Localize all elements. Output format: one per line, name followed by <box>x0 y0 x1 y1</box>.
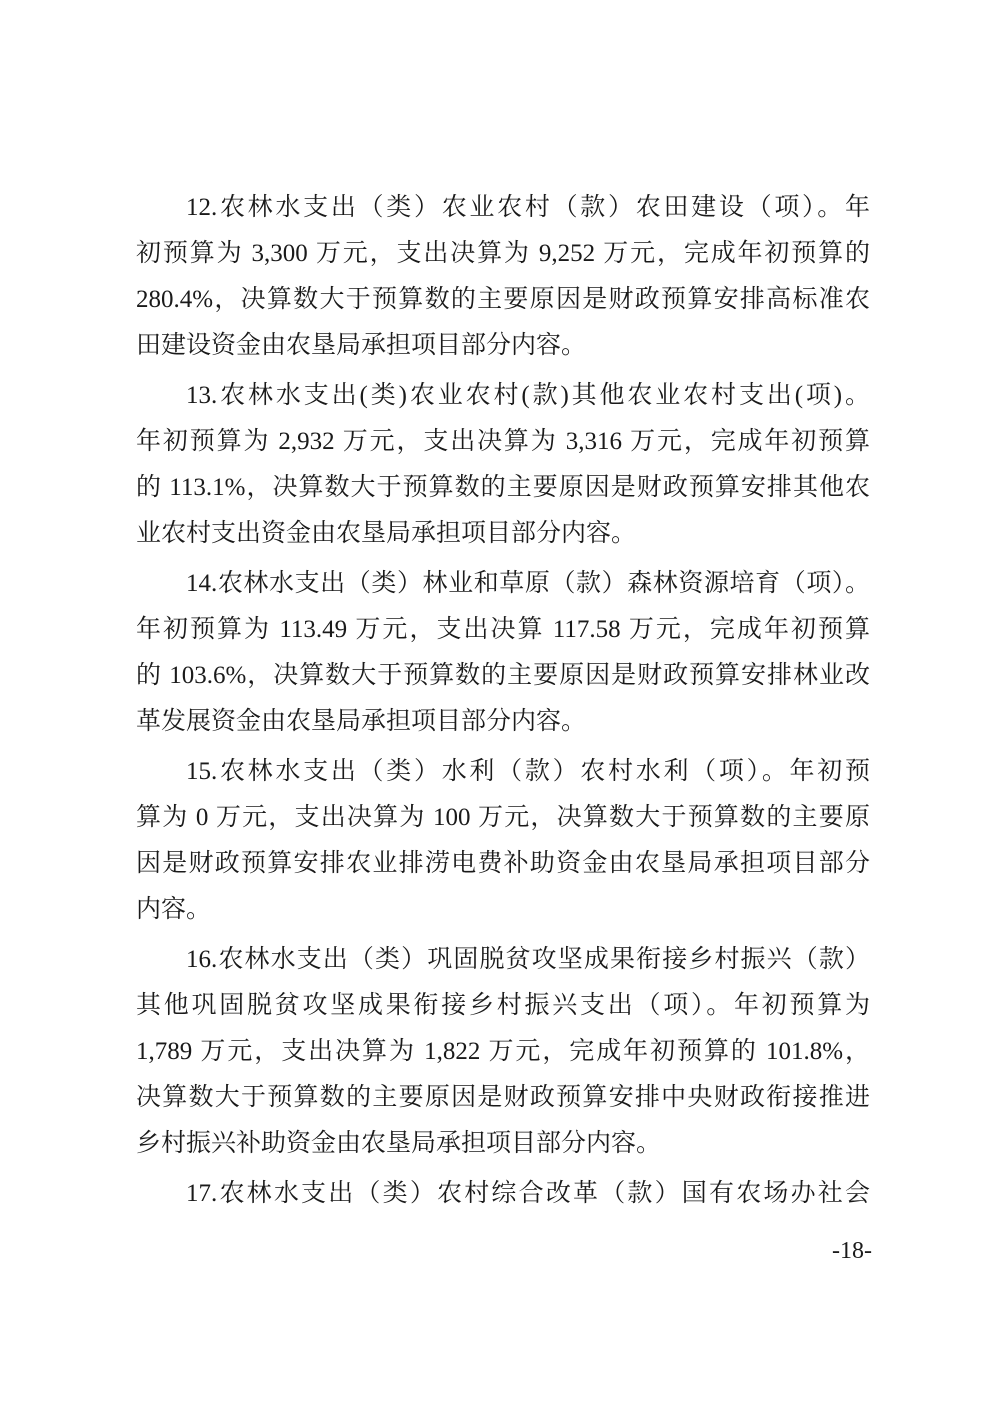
text-line: 13.农林水支出(类)农业农村(款)其他农业农村支出(项)。 <box>186 382 870 409</box>
text-line: 决算数大于预算数的主要原因是财政预算安排中央财政衔接推进 <box>136 1084 870 1111</box>
text-line: 乡村振兴补助资金由农垦局承担项目部分内容。 <box>136 1130 662 1157</box>
text-line: 业农村支出资金由农垦局承担项目部分内容。 <box>136 520 637 547</box>
text-line: 算为 0 万元，支出决算为 100 万元，决算数大于预算数的主要原 <box>136 804 870 831</box>
text-line: 15.农林水支出（类）水利（款）农村水利（项）。年初预 <box>186 758 870 785</box>
text-line: 田建设资金由农垦局承担项目部分内容。 <box>136 332 587 359</box>
text-line: 17.农林水支出（类）农村综合改革（款）国有农场办社会 <box>186 1180 870 1207</box>
text-line: 12.农林水支出（类）农业农村（款）农田建设（项）。年 <box>186 194 870 221</box>
text-line: 的 103.6%，决算数大于预算数的主要原因是财政预算安排林业改 <box>136 662 870 689</box>
text-line: 年初预算为 2,932 万元，支出决算为 3,316 万元，完成年初预算 <box>136 428 870 455</box>
text-line: 初预算为 3,300 万元，支出决算为 9,252 万元，完成年初预算的 <box>136 240 870 267</box>
text-line: 年初预算为 113.49 万元，支出决算 117.58 万元，完成年初预算 <box>136 616 870 643</box>
text-line: 1,789 万元，支出决算为 1,822 万元，完成年初预算的 101.8%， <box>136 1038 870 1065</box>
text-line: 280.4%，决算数大于预算数的主要原因是财政预算安排高标准农 <box>136 286 870 313</box>
text-line: 其他巩固脱贫攻坚成果衔接乡村振兴支出（项）。年初预算为 <box>136 992 870 1019</box>
text-line: 16.农林水支出（类）巩固脱贫攻坚成果衔接乡村振兴（款） <box>186 946 870 973</box>
text-line: 革发展资金由农垦局承担项目部分内容。 <box>136 708 587 735</box>
text-line: 14.农林水支出（类）林业和草原（款）森林资源培育（项）。 <box>186 570 870 597</box>
text-line: 内容。 <box>136 896 212 923</box>
page-number: -18- <box>832 1238 872 1264</box>
text-line: 的 113.1%，决算数大于预算数的主要原因是财政预算安排其他农 <box>136 474 870 501</box>
text-line: 因是财政预算安排农业排涝电费补助资金由农垦局承担项目部分 <box>136 850 870 877</box>
